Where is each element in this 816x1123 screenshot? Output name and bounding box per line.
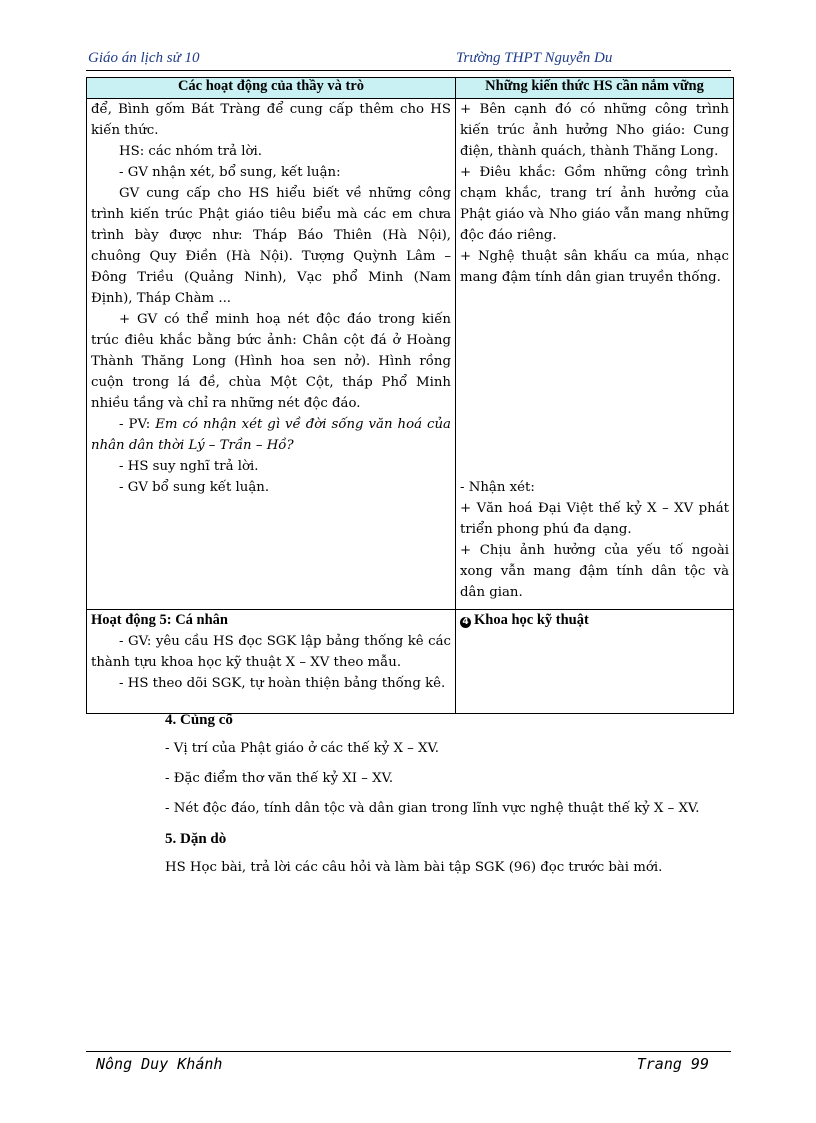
question-prefix: - PV: bbox=[119, 417, 156, 432]
column-header-activities: Các hoạt động của thầy và trò bbox=[87, 78, 456, 99]
lesson-wrapup bbox=[165, 712, 725, 888]
column-header-knowledge: Những kiến thức HS cần nắm vững bbox=[456, 78, 734, 99]
paragraph: + GV có thể minh hoạ nét độc đáo trong kiến trúc điêu khắc bằng bức ảnh: Chân cột đá ở Hoàng Thành Thăng Long (Hình hoa sen nở). Hình rồng cuộn trong lá đề, chùa Một Cột, tháp Phổ Minh nhiều tầng và chỉ ra những nét độc đáo. bbox=[91, 312, 451, 411]
lesson-table bbox=[86, 77, 734, 714]
consolidation-heading: 4. Củng cố bbox=[165, 712, 233, 728]
footer-author: Nông Duy Khánh bbox=[96, 1055, 223, 1073]
paragraph: HS: các nhóm trả lời. bbox=[119, 144, 263, 159]
homework-text: HS Học bài, trả lời các câu hỏi và làm bài tập SGK (96) đọc trước bài mới. bbox=[165, 860, 663, 875]
homework-heading: 5. Dặn dò bbox=[165, 831, 227, 847]
paragraph: GV cung cấp cho HS hiểu biết về những công trình kiến trúc Phật giáo tiêu biểu mà các em chưa trình bày được như: Tháp Báo Thiên (Hà Nội), chuông Quy Điền (Hà Nội). Tượng Quỳnh Lâm – Đông Triều (Quảng Ninh), Vạc phổ Minh (Nam Định), Tháp Chàm ... bbox=[91, 186, 451, 306]
page-header bbox=[86, 50, 731, 71]
knowledge-cell bbox=[456, 99, 734, 610]
page-footer bbox=[86, 1051, 731, 1076]
paragraph: + Bên cạnh đó có những công trình kiến trúc ảnh hưởng Nho giáo: Cung điện, thành quách, thành Thăng Long. bbox=[460, 102, 729, 159]
paragraph: để, Bình gốm Bát Tràng để cung cấp thêm cho HS kiến thức. bbox=[91, 102, 451, 138]
header-subject: Giáo án lịch sử 10 bbox=[88, 50, 200, 66]
paragraph: - GV: yêu cầu HS đọc SGK lập bảng thống kê các thành tựu khoa học kỹ thuật X – XV theo mẫu. bbox=[91, 634, 451, 670]
paragraph: + Điêu khắc: Gồm những công trình chạm khắc, trang trí ảnh hưởng của Phật giáo và Nho giáo vẫn mang những độc đáo riêng. bbox=[460, 165, 729, 243]
header-school: Trường THPT Nguyễn Du bbox=[456, 50, 613, 66]
paragraph: - GV nhận xét, bổ sung, kết luận: bbox=[119, 165, 341, 180]
science-tech-cell bbox=[456, 610, 734, 714]
paragraph: + Văn hoá Đại Việt thế kỷ X – XV phát triển phong phú đa dạng. bbox=[460, 501, 729, 537]
paragraph: - Nhận xét: bbox=[460, 480, 535, 495]
section-title bbox=[460, 610, 729, 631]
spacer bbox=[460, 288, 729, 477]
footer-page-number: Trang 99 bbox=[636, 1055, 709, 1073]
paragraph: - HS suy nghĩ trả lời. bbox=[119, 459, 259, 474]
paragraph: + Chịu ảnh hưởng của yếu tố ngoài xong vẫn mang đậm tính dân tộc và dân gian. bbox=[460, 543, 729, 600]
question-text: Em có nhận xét gì về đời sống văn hoá của nhân dân thời Lý – Trần – Hồ? bbox=[91, 417, 451, 453]
table-row bbox=[87, 610, 734, 714]
paragraph: + Nghệ thuật sân khấu ca múa, nhạc mang đậm tính dân gian truyền thống. bbox=[460, 249, 729, 285]
table-header-row bbox=[87, 78, 734, 99]
paragraph: - HS theo dõi SGK, tự hoàn thiện bảng thống kê. bbox=[119, 676, 446, 691]
section-title-text: Khoa học kỹ thuật bbox=[474, 612, 589, 628]
activity-5-cell bbox=[87, 610, 456, 714]
list-item: - Đặc điểm thơ văn thế kỷ XI – XV. bbox=[165, 771, 394, 786]
list-item: - Vị trí của Phật giáo ở các thế kỷ X – XV. bbox=[165, 741, 440, 756]
question-paragraph bbox=[91, 414, 451, 456]
number-bullet-icon: 4 bbox=[460, 617, 471, 628]
paragraph: - GV bổ sung kết luận. bbox=[119, 480, 270, 495]
activities-cell bbox=[87, 99, 456, 610]
table-row bbox=[87, 99, 734, 610]
activity-title: Hoạt động 5: Cá nhân bbox=[91, 612, 228, 628]
list-item: - Nét độc đáo, tính dân tộc và dân gian trong lĩnh vực nghệ thuật thế kỷ X – XV. bbox=[165, 801, 700, 816]
